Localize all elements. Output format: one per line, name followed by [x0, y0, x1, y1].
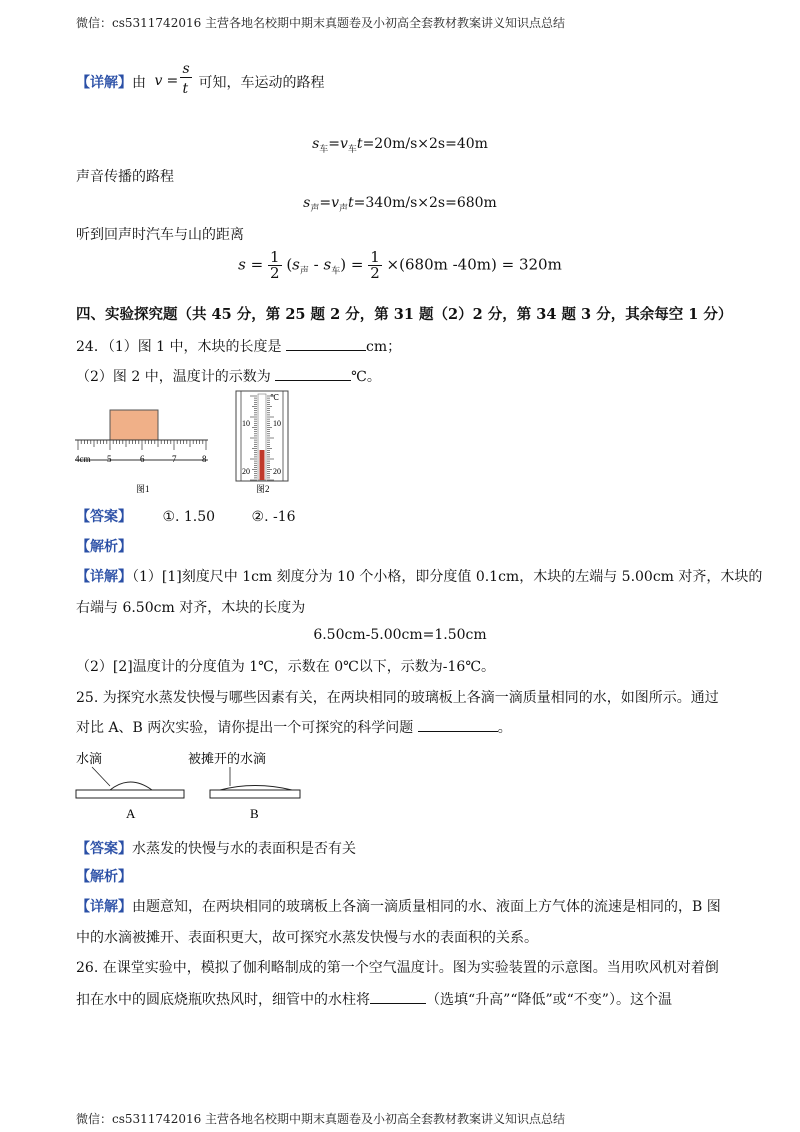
- q26-line1: 26. 在课堂实验中，模拟了伽利略制成的第一个空气温度计。图为实验装置的示意图。当用吹风机对着倒: [76, 960, 719, 976]
- q25-answer: 【答案】水蒸发的快慢与水的表面积是否有关: [76, 841, 356, 857]
- q25-analysis-tag: 【解析】: [76, 869, 132, 885]
- label-spread-drop: 被摊开的水滴: [188, 752, 267, 767]
- answer-blank-4: [370, 989, 426, 1004]
- svg-text:20: 20: [273, 467, 281, 476]
- car-distance-eq: $s_车=v_车t=20m/s\times 2s=40m$: [312, 136, 488, 155]
- water-drop-b: [220, 786, 292, 791]
- answer-blank-1: [286, 336, 366, 351]
- svg-text:10: 10: [273, 419, 281, 428]
- section-title: 四、实验探究题（共 45 分，第 25 题 2 分，第 31 题（2）2 分，第 34 题 3 分，其余每空 1 分）: [76, 306, 733, 323]
- sound-distance-eq: $s_声=v_声t=340m/s\times 2s=680m$: [303, 195, 497, 214]
- ruler-label-4: 4cm: [75, 454, 91, 464]
- figure1-caption: 图1: [136, 484, 150, 494]
- svg-text:20: 20: [242, 467, 250, 476]
- q23-detail-line: 【详解】由 v = s t 可知，车运动的路程: [76, 61, 325, 97]
- q25-detail-1: 【详解】由题意知，在两块相同的玻璃板上各滴一滴质量相同的水、液面上方气体的流速是相同的，B 图: [76, 899, 721, 915]
- glass-plate-a: [76, 790, 184, 798]
- sound-path-label: 声音传播的路程: [76, 169, 174, 185]
- thermometer-figure: [228, 388, 298, 498]
- water-drop-figure: [70, 748, 310, 826]
- page-header: 微信：cs5311742016 主营各地名校期中期末真题卷及小初高全套教材教案讲义知识点总结: [76, 16, 566, 30]
- q24-detail-1: 【详解】（1）[1]刻度尺中 1cm 刻度分为 10 个小格，即分度值 0.1cm，木块的左端与 5.00cm 对齐，木块的: [76, 569, 763, 585]
- svg-text:10: 10: [242, 419, 250, 428]
- echo-distance-label: 听到回声时汽车与山的距离: [76, 227, 244, 243]
- answer-blank-3: [418, 717, 498, 732]
- q25-line2: 对比 A、B 两次实验，请你提出一个可探究的科学问题 。: [76, 717, 512, 737]
- q24-analysis-tag: 【解析】: [76, 539, 132, 555]
- q25-line1: 25. 为探究水蒸发快慢与哪些因素有关，在两块相同的玻璃板上各滴一滴质量相同的水，如图所示。通过: [76, 690, 719, 706]
- ruler-label-8: 8: [202, 454, 207, 464]
- mercury-column: [260, 450, 265, 480]
- label-b: B: [250, 806, 259, 821]
- water-drop-a: [110, 782, 152, 790]
- label-a: A: [126, 806, 136, 821]
- velocity-formula: v = s t: [154, 61, 190, 97]
- q26-line2: 扣在水中的圆底烧瓶吹热风时，细管中的水柱将 （选填“升高”“降低”或“不变”）。这个温: [76, 989, 672, 1009]
- wooden-block: [110, 410, 158, 440]
- q24-line1: 24．（1）图 1 中，木块的长度是 cm；: [76, 336, 401, 356]
- page-footer: 微信：cs5311742016 主营各地名校期中期末真题卷及小初高全套教材教案讲义知识点总结: [76, 1112, 566, 1126]
- q24-detail-3: （2）[2]温度计的分度值为 1℃，示数在 0℃以下，示数为-16℃。: [76, 659, 495, 675]
- ruler-label-7: 7: [172, 454, 177, 464]
- q24-line2: （2）图 2 中，温度计的示数为 ℃。: [76, 366, 381, 386]
- echo-distance-eq: s = $\frac{1}{2}$ $(s_声 - s_车)$ = $\frac{1}{2}$ ×(680m -40m) = 320m: [238, 248, 562, 282]
- thermo-unit: ℃: [270, 393, 279, 402]
- label-water-drop: 水滴: [76, 752, 103, 767]
- detail-tag: 【详解】: [76, 75, 132, 91]
- figure2-caption: 图2: [256, 484, 270, 494]
- ruler-label-6: 6: [140, 454, 145, 464]
- q24-detail-eq: 6.50cm-5.00cm=1.50cm: [313, 627, 487, 643]
- glass-plate-b: [210, 790, 300, 798]
- ruler-figure: [70, 400, 215, 500]
- answer-blank-2: [275, 366, 351, 381]
- q24-answer: 【答案】 ①. 1.50 ②. -16: [76, 509, 296, 525]
- q25-detail-2: 中的水滴被摊开、表面积更大，故可探究水蒸发快慢与水的表面积的关系。: [76, 930, 538, 946]
- ruler-label-5: 5: [107, 454, 112, 464]
- q24-detail-2: 右端与 6.50cm 对齐，木块的长度为: [76, 600, 306, 616]
